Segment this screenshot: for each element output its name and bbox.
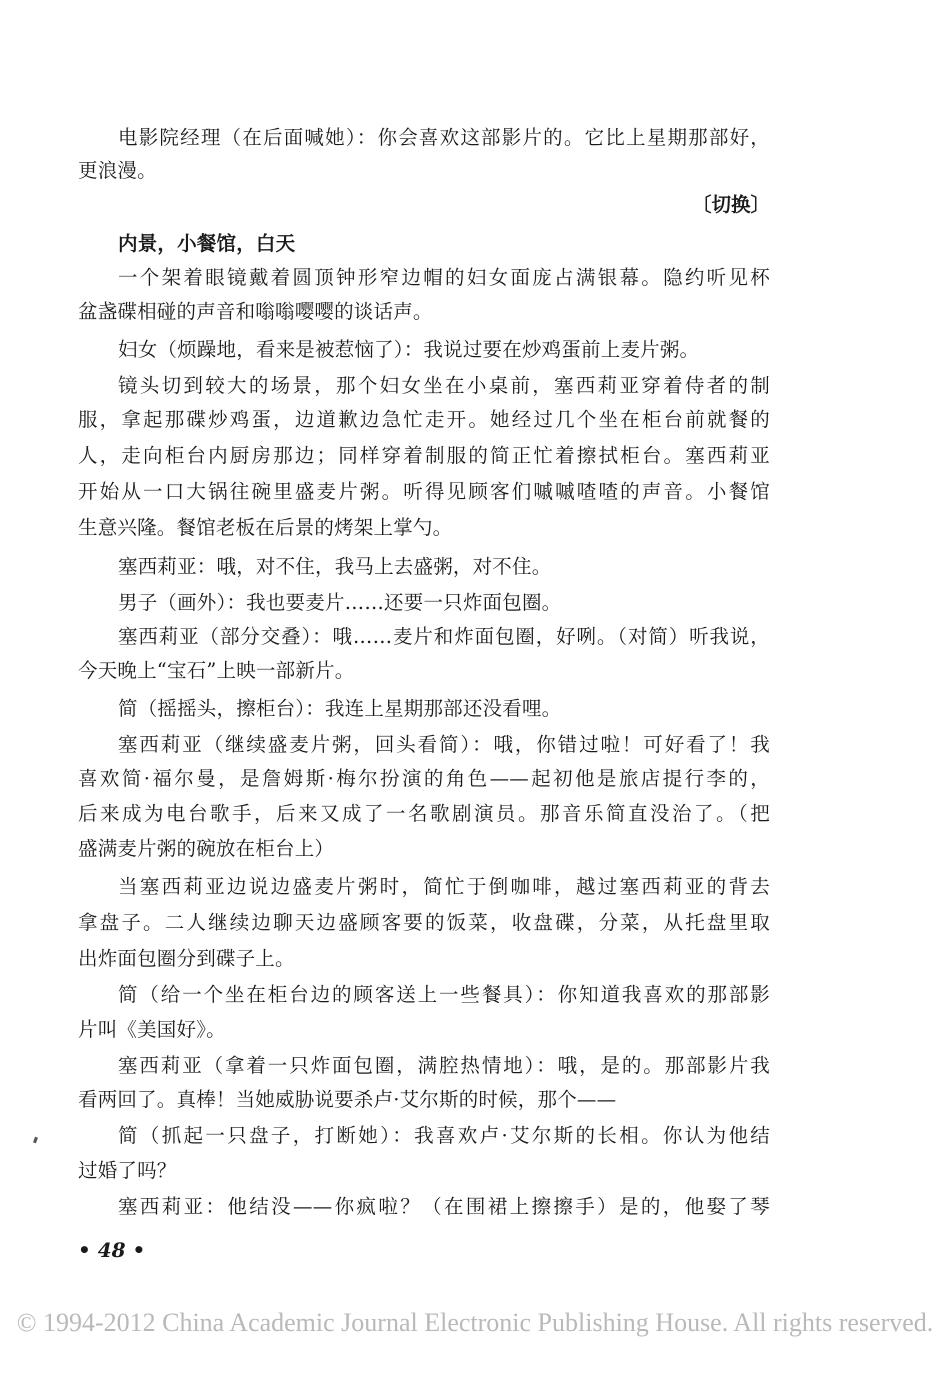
- text-line: 简（给一个坐在柜台边的顾客送上一些餐具）：你知道我喜欢的那部影: [118, 983, 770, 1006]
- text-line: 拿盘子。二人继续边聊天边盛顾客要的饭菜，收盘碟，分菜，从托盘里取: [78, 911, 770, 934]
- text-line: 服，拿起那碟炒鸡蛋，边道歉边急忙走开。她经过几个坐在柜台前就餐的: [78, 408, 770, 431]
- text-line: 简（摇摇头，擦柜台）：我连上星期那部还没看哩。: [118, 697, 562, 720]
- text-line: 男子（画外）：我也要麦片……还要一只炸面包圈。: [118, 591, 562, 614]
- text-line: 盛满麦片粥的碗放在柜台上）: [78, 837, 335, 860]
- text-line: 电影院经理（在后面喊她）：你会喜欢这部影片的。它比上星期那部好，: [118, 126, 770, 149]
- cut-transition-label: 〔切换〕: [691, 193, 770, 216]
- scene-heading: 内景，小餐馆，白天: [118, 232, 296, 255]
- text-line: 出炸面包圈分到碟子上。: [78, 947, 295, 970]
- text-line: 更浪漫。: [78, 159, 157, 182]
- scan-speck: [33, 1137, 38, 1144]
- text-line: 塞西莉亚：他结没——你疯啦？（在围裙上擦擦手）是的，他娶了琴: [118, 1195, 770, 1218]
- copyright-notice: © 1994-2012 China Academic Journal Electronic Publishing House. All rights reserved.: [16, 1308, 934, 1337]
- text-line: 妇女（烦躁地，看来是被惹恼了）：我说过要在炒鸡蛋前上麦片粥。: [118, 338, 700, 361]
- text-line: 镜头切到较大的场景，那个妇女坐在小桌前，塞西莉亚穿着侍者的制: [118, 374, 770, 397]
- text-line: 一个架着眼镜戴着圆顶钟形窄边帽的妇女面庞占满银幕。隐约听见杯: [118, 266, 770, 289]
- text-line: 塞西莉亚（拿着一只炸面包圈，满腔热情地）：哦，是的。那部影片我: [118, 1054, 770, 1077]
- text-line: 人，走向柜台内厨房那边；同样穿着制服的简正忙着擦拭柜台。塞西莉亚: [78, 444, 770, 467]
- text-line: 开始从一口大锅往碗里盛麦片粥。听得见顾客们嘁嘁喳喳的声音。小餐馆: [78, 480, 770, 503]
- text-line: 塞西莉亚（继续盛麦片粥，回头看简）：哦，你错过啦！可好看了！我: [118, 733, 770, 756]
- page-number: • 48 •: [78, 1238, 146, 1262]
- text-line: 看两回了。真棒！当她威胁说要杀卢·艾尔斯的时候，那个——: [78, 1088, 617, 1111]
- text-line: 当塞西莉亚边说边盛麦片粥时，简忙于倒咖啡，越过塞西莉亚的背去: [118, 875, 770, 898]
- text-line: 喜欢简·福尔曼，是詹姆斯·梅尔扮演的角色——起初他是旅店提行李的，: [78, 767, 770, 790]
- text-line: 盆盏碟相碰的声音和嗡嗡嘤嘤的谈话声。: [78, 300, 433, 323]
- text-line: 简（抓起一只盘子，打断她）：我喜欢卢·艾尔斯的长相。你认为他结: [118, 1124, 770, 1147]
- text-line: 生意兴隆。餐馆老板在后景的烤架上掌勺。: [78, 516, 453, 539]
- text-line: 今天晚上“宝石”上映一部新片。: [78, 659, 355, 682]
- text-line: 塞西莉亚：哦，对不住，我马上去盛粥，对不住。: [118, 555, 552, 578]
- text-line: 塞西莉亚（部分交叠）：哦……麦片和炸面包圈，好咧。（对简）听我说，: [118, 625, 770, 648]
- text-line: 过婚了吗？: [78, 1159, 177, 1182]
- text-line: 后来成为电台歌手，后来又成了一名歌剧演员。那音乐简直没治了。（把: [78, 802, 770, 825]
- text-line: 片叫《美国好》。: [78, 1018, 226, 1041]
